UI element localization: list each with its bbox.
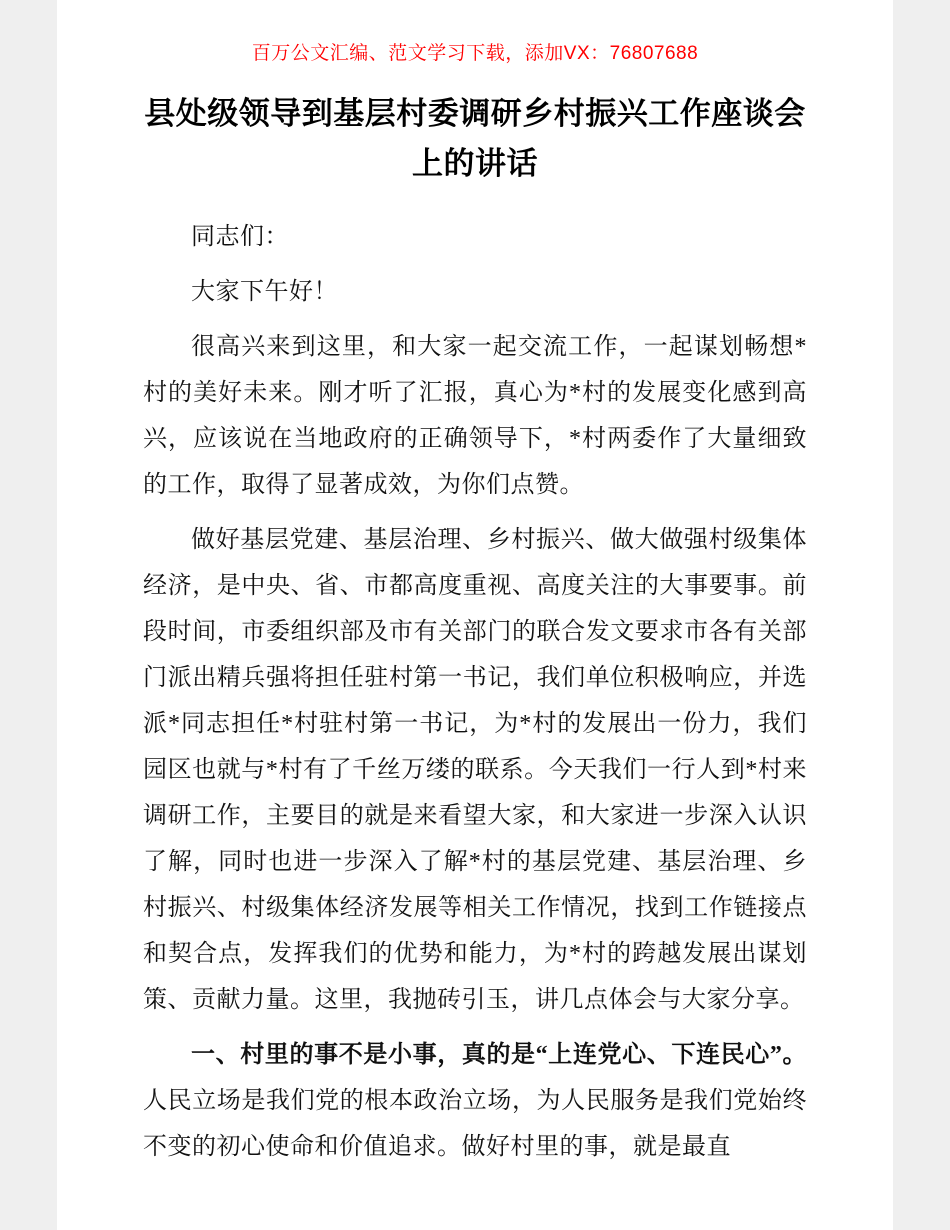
promo-notice: 百万公文汇编、范文学习下载，添加VX：76807688 [251, 43, 699, 64]
document-title: 县处级领导到基层村委调研乡村振兴工作座谈会上的讲话 [144, 96, 806, 181]
paragraph-point-one [143, 1032, 807, 1170]
paragraph-text: 人民立场是我们党的根本政治立场，为人民服务是我们党始终不变的初心使命和价值追求。做好村里的事，就是最直 [143, 1088, 807, 1161]
paragraph-text: 大家下午好！ [191, 279, 338, 306]
paragraph-intro [143, 324, 807, 508]
document-page [57, 0, 893, 1230]
paragraph-greeting [143, 269, 807, 315]
paragraph-salutation [143, 214, 807, 260]
paragraph-text: 同志们： [191, 224, 289, 251]
paragraph-lead-bold: 一、村里的事不是小事，真的是“上连党心、下连民心”。 [191, 1042, 807, 1069]
paragraph-text: 做好基层党建、基层治理、乡村振兴、做大做强村级集体经济，是中央、省、市都高度重视、高度关注的大事要事。前段时间，市委组织部及市有关部门的联合发文要求市各有关部门派出精兵强将担任驻村第一书记，我们单位积极响应，并选派*同志担任*村驻村第一书记，为*村的发展出一份力，我们园区也就与*村有了千丝万缕的联系。今天我们一行人到*村来调研工作，主要目的就是来看望大家，和大家进一步深入认识了解，同时也进一步深入了解*村的基层党建、基层治理、乡村振兴、村级集体经济发展等相关工作情况，找到工作链接点和契合点，发挥我们的优势和能力，为*村的跨越发展出谋划策、贡献力量。这里，我抛砖引玉，讲几点体会与大家分享。 [143, 527, 807, 1014]
paragraph-text: 很高兴来到这里，和大家一起交流工作，一起谋划畅想*村的美好未来。刚才听了汇报，真心为*村的发展变化感到高兴，应该说在当地政府的正确领导下，*村两委作了大量细致的工作，取得了显著成效，为你们点赞。 [143, 334, 807, 499]
paragraph-background [143, 517, 807, 1023]
document-body [143, 214, 807, 1170]
